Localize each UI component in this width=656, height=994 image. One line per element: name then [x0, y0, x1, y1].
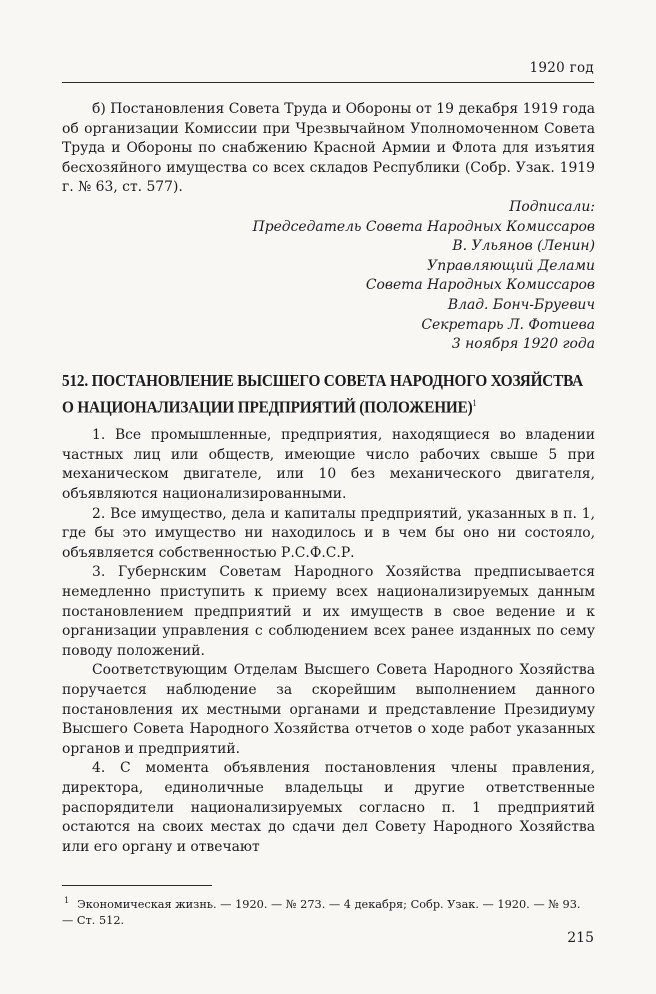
- footnote-marker: 1: [64, 896, 70, 905]
- footnote: [62, 893, 595, 929]
- running-head: [62, 60, 594, 83]
- signature-line: Председатель Совета Народных Комиссаров: [252, 218, 595, 235]
- page-number: 215: [567, 930, 594, 946]
- document-heading: [62, 369, 596, 419]
- signature-line: Влад. Бонч-Бруевич: [447, 296, 595, 313]
- signature-block: [62, 198, 595, 355]
- heading-line-2: О НАЦИОНАЛИЗАЦИИ ПРЕДПРИЯТИЙ (ПОЛОЖЕНИЕ)$^1$: [62, 397, 477, 417]
- signature-line: Совета Народных Комиссаров: [365, 277, 595, 294]
- footnote-divider: [62, 885, 212, 886]
- body-paragraph: 4. С момента объявления постановления члены правления, директора, единоличные владельцы и другие ответственные распорядители национализируемых согласно п. 1 предприятий остаются на своих местах до сдачи дел Совету Народного Хозяйства или его органу и отвечают: [62, 760, 595, 855]
- signature-line: Секретарь Л. Фотиева: [421, 316, 595, 333]
- page-content: [62, 100, 595, 857]
- signature-line: Управляющий Делами: [427, 257, 595, 274]
- running-head-year: 1920 год: [529, 60, 594, 76]
- body-paragraph: 2. Все имущество, дела и капиталы предприятий, указанных в п. 1, где бы это имущество ни находилось и в чем бы оно ни состояло, объявляется собственностью Р.С.Ф.С.Р.: [62, 505, 595, 561]
- body-paragraph: 3. Губернским Советам Народного Хозяйства предписывается немедленно приступить к приему всех национализируемых данным постановлением предприятий и их имуществ в свое ведение и к организации управления с соблюдением всех ранее изданных по сему поводу положений.: [62, 564, 595, 659]
- signature-line: В. Ульянов (Ленин): [452, 238, 595, 255]
- signature-line: Подписали:: [509, 198, 595, 215]
- signature-line: 3 ноября 1920 года: [451, 336, 595, 353]
- footnote-reference: 1: [472, 397, 477, 408]
- body-paragraph: Соответствующим Отделам Высшего Совета Народного Хозяйства поручается наблюдение за скорейшим выполнением данного постановления их местными органами и представление Президиуму Высшего Совета Народного Хозяйства отчетов о ходе работ указанных органов и предприятий.: [62, 662, 595, 757]
- body-paragraph: 1. Все промышленные, предприятия, находящиеся во владении частных лиц или обществ, имеющие число рабочих свыше 5 при механическом двигателе, или 10 без механического двигателя, объявляются национализированными.: [62, 427, 595, 503]
- heading-line-1: 512. ПОСТАНОВЛЕНИЕ ВЫСШЕГО СОВЕТА НАРОДНОГО ХОЗЯЙСТВА: [62, 370, 584, 390]
- footnote-text: Экономическая жизнь. — 1920. — № 273. — 4 декабря; Собр. Узак. — 1920. — № 93. — Ст. 512.: [62, 897, 581, 927]
- prev-document-paragraph: б) Постановления Совета Труда и Обороны от 19 декабря 1919 года об организации Комиссии при Чрезвычайном Уполномоченном Совета Труда и Обороны по снабжению Красной Армии и Флота для изъятия бесхозяйного имущества со всех складов Республики (Собр. Узак. 1919 г. № 63, ст. 577).: [62, 101, 595, 196]
